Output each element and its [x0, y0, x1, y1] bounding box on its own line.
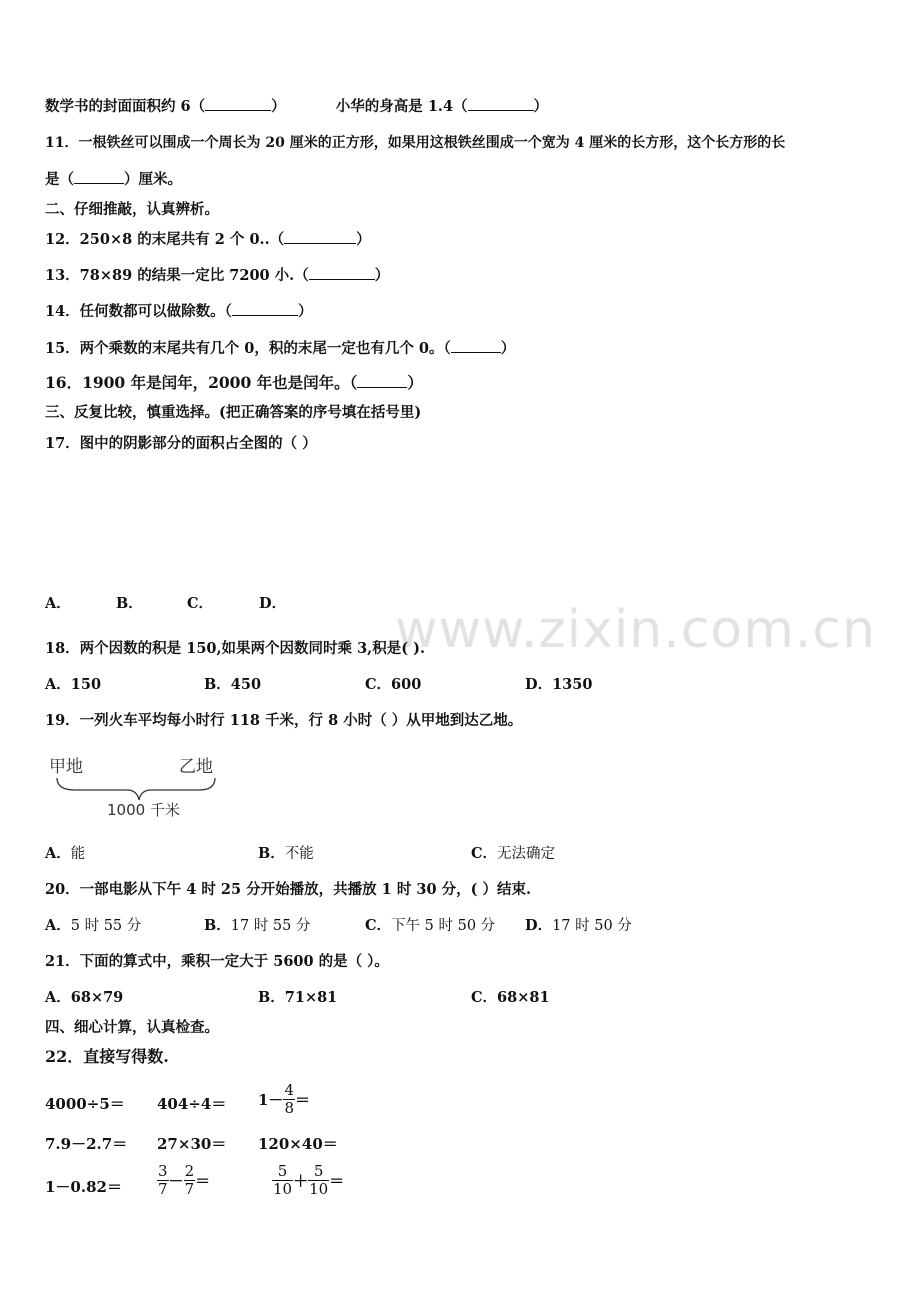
- q17-option-c[interactable]: [187, 594, 213, 614]
- calc-r1c3-pre: 1－: [258, 1091, 284, 1109]
- q10-part1-close: ）: [271, 98, 286, 115]
- equals: ＝: [329, 1172, 345, 1190]
- q20-option-a-label: A．: [45, 917, 71, 934]
- q15: [45, 338, 515, 359]
- q16-blank[interactable]: [357, 373, 407, 388]
- fraction-denominator: 10: [273, 1180, 293, 1198]
- q18-option-b-label: B．: [204, 676, 231, 693]
- fraction-numerator: 4: [284, 1081, 294, 1099]
- calc-r3c3: [272, 1163, 344, 1198]
- q20-option-d[interactable]: [525, 916, 632, 936]
- calc-r1c3-equals: ＝: [294, 1091, 310, 1109]
- q13-close: ）: [374, 267, 390, 284]
- q12-close: ）: [356, 231, 371, 248]
- q12: [45, 229, 371, 250]
- q20-option-c[interactable]: [365, 916, 495, 936]
- calc-r1c1: 4000÷5＝: [45, 1095, 125, 1113]
- fraction: [308, 1163, 329, 1198]
- q11-start: 是（: [45, 171, 74, 188]
- q18-option-c-label: C．: [365, 676, 392, 693]
- section-4-heading: 四、细心计算，认真检查。: [45, 1019, 219, 1036]
- q20-option-b-label: B．: [204, 917, 231, 934]
- fraction-numerator: 5: [308, 1163, 329, 1181]
- q11-blank[interactable]: [74, 169, 124, 184]
- q20-text: 20．一部电影从下午 4 时 25 分开始播放，共播放 1 时 30 分，( ）结束.: [45, 881, 532, 898]
- q13-blank[interactable]: [309, 265, 375, 280]
- q16-close: ）: [407, 373, 423, 392]
- q15-close: ）: [500, 340, 516, 357]
- q20-option-b[interactable]: [204, 916, 311, 936]
- q21-option-c-text: 68×81: [497, 989, 550, 1006]
- q19-diagram-left-label: 甲地: [49, 757, 83, 777]
- q20-option-a-text: 5 时 55 分: [70, 918, 142, 934]
- fraction-denominator: 10: [309, 1180, 329, 1198]
- q21-option-b[interactable]: [258, 988, 337, 1008]
- q18-option-a[interactable]: [45, 675, 101, 695]
- q14-close: ）: [297, 303, 313, 320]
- operator: ＋: [293, 1172, 309, 1190]
- fraction-denominator: 7: [184, 1180, 195, 1198]
- q17-option-d[interactable]: [259, 594, 286, 614]
- q10-line: [45, 96, 548, 117]
- q21-text: 21．下面的算式中，乘积一定大于 5600 的是（ ）。: [45, 953, 389, 970]
- q20-option-b-text: 17 时 55 分: [230, 918, 311, 934]
- q19-option-c-label: C．: [471, 845, 498, 862]
- q18-option-a-label: A．: [45, 676, 71, 693]
- q19-diagram-right-label: 乙地: [179, 757, 213, 777]
- q14-text: 14．任何数都可以做除数。（: [45, 303, 232, 320]
- fraction: [157, 1163, 169, 1198]
- fraction-numerator: 2: [184, 1162, 195, 1180]
- q10-part2-close: ）: [533, 98, 549, 115]
- q19-diagram-brace: [57, 778, 215, 800]
- q10-blank-1[interactable]: [205, 96, 271, 111]
- q20-option-c-label: C．: [365, 917, 392, 934]
- q17-option-b-label: B．: [116, 595, 143, 612]
- q10-part1: 数学书的封面面积约 6（: [45, 98, 206, 115]
- q20-option-d-text: 17 时 50 分: [552, 918, 632, 934]
- q16-text: 16．1900 年是闰年，2000 年也是闰年。（: [45, 373, 358, 392]
- q10-part2: 小华的身高是 1.4（: [335, 98, 468, 115]
- q17-option-a[interactable]: [45, 594, 71, 614]
- q19-option-c-text: 无法确定: [497, 846, 556, 862]
- q20-option-a[interactable]: [45, 916, 141, 936]
- q19-option-a-label: A．: [45, 845, 71, 862]
- q21-option-c-label: C．: [471, 989, 498, 1006]
- calc-r1c3: [258, 1082, 310, 1117]
- fraction-denominator: 7: [158, 1180, 168, 1198]
- q15-blank[interactable]: [451, 338, 501, 353]
- q10-blank-2[interactable]: [468, 96, 534, 111]
- q18-option-a-text: 150: [70, 676, 102, 693]
- fraction: [272, 1163, 293, 1198]
- section-3-heading: 三、反复比较，慎重选择。(把正确答案的序号填在括号里): [45, 404, 422, 421]
- q17-option-b[interactable]: [116, 594, 143, 614]
- q18-option-c[interactable]: [365, 675, 421, 695]
- q18-option-b-text: 450: [230, 676, 262, 693]
- q18-text: 18．两个因数的积是 150,如果两个因数同时乘 3,积是( ).: [45, 640, 426, 657]
- q20-option-c-text: 下午 5 时 50 分: [391, 918, 496, 934]
- fraction: [184, 1163, 196, 1198]
- q22-text: 22．直接写得数.: [45, 1047, 169, 1066]
- q19-option-a-text: 能: [70, 846, 86, 862]
- calc-r3c2: [157, 1163, 210, 1198]
- q15-text: 15．两个乘数的末尾共有几个 0，积的末尾一定也有几个 0。（: [45, 340, 451, 357]
- equals: ＝: [195, 1172, 211, 1190]
- watermark: www.zixin.com.cn: [395, 600, 876, 660]
- fraction: [283, 1082, 295, 1117]
- q19-option-a[interactable]: [45, 844, 85, 864]
- q21-option-b-text: 71×81: [284, 989, 338, 1006]
- q20-option-d-label: D．: [525, 917, 553, 934]
- q17-option-d-label: D．: [259, 595, 287, 612]
- q16: [45, 373, 423, 393]
- q18-option-d-label: D．: [525, 676, 553, 693]
- q11-line2: [45, 169, 182, 190]
- q11-end: ）厘米。: [124, 171, 182, 188]
- calc-r2c2: 27×30＝: [157, 1135, 227, 1153]
- q17-text: 17．图中的阴影部分的面积占全图的（ ）: [45, 435, 317, 452]
- operator: －: [168, 1172, 184, 1190]
- q18-option-b[interactable]: [204, 675, 261, 695]
- q13: [45, 265, 389, 286]
- q19-option-b-text: 不能: [284, 846, 314, 862]
- q21-option-b-label: B．: [258, 989, 285, 1006]
- q19-diagram-distance: 1000 千米: [107, 801, 180, 819]
- q13-text: 13．78×89 的结果一定比 7200 小.（: [45, 267, 309, 284]
- q12-blank[interactable]: [284, 229, 356, 244]
- q11-line1: 11．一根铁丝可以围成一个周长为 20 厘米的正方形，如果用这根铁丝围成一个宽为 4 厘米的长方形，这个长方形的长: [45, 135, 786, 151]
- calc-r2c3: 120×40＝: [258, 1135, 338, 1153]
- q19-option-b-label: B．: [258, 845, 285, 862]
- q18-option-c-text: 600: [391, 676, 422, 693]
- section-2-heading: 二、仔细推敲，认真辨析。: [45, 201, 219, 218]
- q21-option-c[interactable]: [471, 988, 550, 1008]
- q21-option-a-label: A．: [45, 989, 71, 1006]
- calc-r3c1: 1－0.82＝: [45, 1178, 122, 1196]
- q19-distance-diagram: [45, 752, 225, 824]
- q19-text: 19．一列火车平均每小时行 118 千米，行 8 小时（ ）从甲地到达乙地。: [45, 712, 523, 729]
- q14: [45, 301, 312, 322]
- q17-option-c-label: C．: [187, 595, 214, 612]
- q21-option-a-text: 68×79: [70, 989, 124, 1006]
- fraction-numerator: 3: [158, 1162, 168, 1180]
- q12-text: 12．250×8 的末尾共有 2 个 0..（: [45, 231, 285, 248]
- q17-option-a-label: A．: [45, 595, 71, 612]
- q19-option-c[interactable]: [471, 844, 555, 864]
- q18-option-d[interactable]: [525, 675, 592, 695]
- q14-blank[interactable]: [232, 301, 298, 316]
- q21-option-a[interactable]: [45, 988, 123, 1008]
- fraction-numerator: 5: [272, 1163, 293, 1181]
- fraction-denominator: 8: [284, 1099, 294, 1117]
- q19-option-b[interactable]: [258, 844, 314, 864]
- calc-r2c1: 7.9－2.7＝: [45, 1135, 128, 1153]
- calc-r1c2: 404÷4＝: [157, 1095, 227, 1113]
- q18-option-d-text: 1350: [552, 676, 593, 693]
